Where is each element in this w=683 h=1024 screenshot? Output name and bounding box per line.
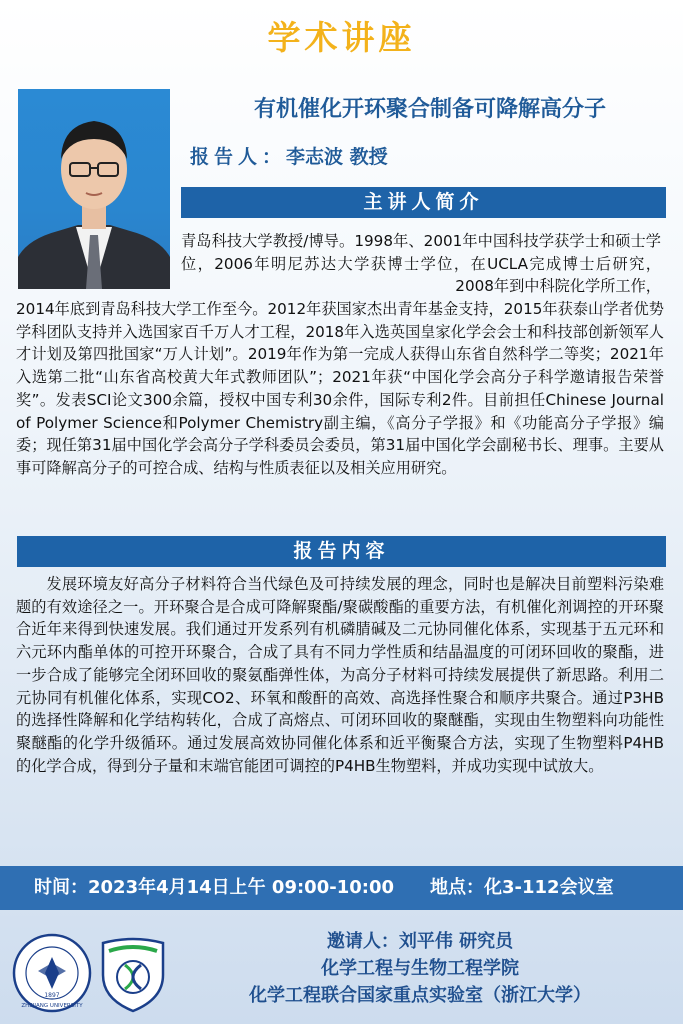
zju-logo (12, 933, 92, 1013)
inviter-lab: 化学工程联合国家重点实验室（浙江大学） (249, 985, 591, 1006)
speaker-label: 报告人： (190, 146, 287, 168)
abstract-text: 发展环境友好高分子材料符合当代绿色及可持续发展的理念，同时也是解决目前塑料污染难题的有效途径之一。开环聚合是合成可降解聚酯/聚碳酸酯的重要方法，有机催化剂调控的开环聚合近年来得到快速发展。我们通过开发系列有机磷腈碱及二元协同催化体系，实现基于五元环和六元环内酯单体的可控开环聚合，合成了具有不同力学性质和结晶温度的可闭环回收的聚酯，进一步合成了能够完全闭环回收的聚氨酯弹性体，为高分子材料可持续发展提供了新思路。利用二元协同有机催化体系，实现CO2、环氧和酸酐的高效、高选择性聚合和顺序共聚合。通过P3HB的选择性降解和化学结构转化，合成了高熔点、可闭环回收的聚醚酯，实现由生物塑料向功能性聚醚酯的化学升级循环。通过发展高效协同催化体系和近平衡聚合方法，实现了生物塑料P4HB的化学合成，得到分子量和末端官能团可调控的P4HB生物塑料，并成功实现中试放大。 (16, 575, 664, 775)
event-location: 地点：化3-112会议室 (430, 877, 614, 898)
poster-title: 学术讲座 (267, 18, 416, 57)
inviter-college: 化学工程与生物工程学院 (321, 958, 519, 979)
zju-logo-text: ZHEJIANG UNIVERSITY (21, 1003, 83, 1009)
lecture-title: 有机催化开环聚合制备可降解高分子 (253, 97, 606, 122)
bio-text-top: 青岛科技大学教授/博导。1998年、2001年中国科技学获学士和硕士学位，2006年明尼苏达大学获博士学位，在UCLA完成博士后研究，2008年到中科院化学所工作， (181, 232, 661, 296)
time-location-bar (0, 866, 683, 910)
abstract-heading: 报告内容 (17, 536, 666, 567)
college-logo (97, 933, 169, 1013)
bio-heading: 主讲人简介 (181, 187, 666, 218)
speaker-line (190, 142, 388, 169)
inviter-name: 邀请人：刘平伟 研究员 (326, 931, 514, 952)
speaker-photo (18, 89, 170, 289)
speaker-name: 李志波 教授 (286, 146, 388, 168)
event-time: 时间：2023年4月14日上午 09:00-10:00 (34, 877, 394, 898)
zju-logo-year: 1897 (44, 992, 60, 999)
inviter-block (200, 928, 640, 1009)
bio-text-bottom: 2014年底到青岛科技大学工作至今。2012年获国家杰出青年基金支持，2015年获泰山学者优势学科团队支持并入选国家百千万人才工程，2018年入选英国皇家化学会会士和科技部创新领军人才计划及第四批国家“万人计划”。2019年作为第一完成人获得山东省自然科学二等奖；2021年入选第二批“山东省高校黄大年式教师团队”；2021年获“中国化学会高分子科学邀请报告荣誉奖”。发表SCI论文300余篇，授权中国专利30余件，国际专利2件。目前担任Chinese Journal of Polymer Science和Polymer Chemistry副主编，《高分子学报》和《功能高分子学报》编委；现任第31届中国化学会高分子学科委员会委员，第31届中国化学会副秘书长、理事。主要从事可降解高分子的可控合成、结构与性质表征以及相关应用研究。 (16, 300, 664, 477)
